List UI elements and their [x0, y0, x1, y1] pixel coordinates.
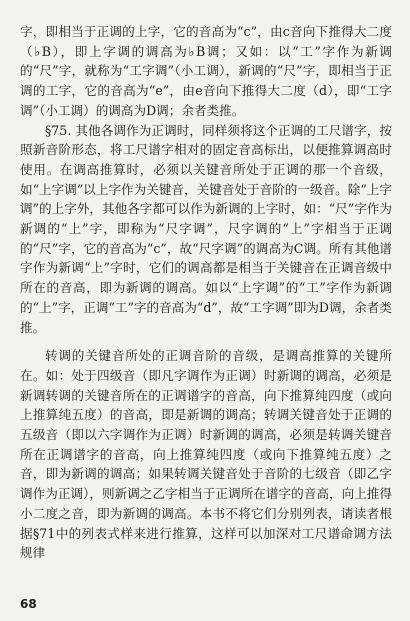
- page-number: 68: [20, 597, 37, 611]
- paragraph-continued: 字，即相当于正调的上字，它的音高为“c”，由c音向下推得大二度（♭B），即上字调的调高为♭B调；又如：以“工”字作为新调的“尺”字，就称为“工字调”（小工调），新调的“尺”字，即相当于正调的工字，它的音高为“e”，由e音向下推得大二度（d），即“工字调”（小工调）的调高为D调；余者类推。: [20, 24, 392, 118]
- paragraph-section-75: §75. 其他各调作为正调时，同样须将这个正调的工尺谱字，按照新音阶形态，将工尺谱字相对的固定音高标出，以便推算调高时使用。在调高推算时，必须以关键音所处于正调的那一个音级，如“上字调”以上字作为关键音，关键音处于音阶的一级音。除“上字调”的上字外，其他各字都可以作为新调的上字时，如：“尺”字作为新调的“上”字，即称为“尺字调”，尺字调的“上”字相当于正调的“尺”字，它的音高为“c”，故“尺字调”的调高为C调。所有其他谱字作为新调“上”字时，它们的调高都是相当于关键音在正调音级中所在的音高，即为新调的调高。如以“上字调”的“工”字作为新调的“上”字，正调“工”字的音高为“d”，故“工字调”即为D调，余者类推。: [20, 122, 392, 335]
- paragraph-modulation: 转调的关键音所处的正调音阶的音级，是调高推算的关键所在。如：处于四级音（即凡字调作为正调）时新调的调高，必须是新调转调的关键音所在的正调谱字的音高，向下推算纯四度（或向上推算纯五度）的音高，即是新调的调高；转调关键音处于正调的五级音（即以六字调作为正调）时新调的调高，必须是转调关键音所在正调谱字的音高，向上推算纯四度（或向下推算纯五度）之音，即为新调的调高；如果转调关键音处于音阶的七级音（即乙字调作为正调），则新调之乙字相当于正调所在谱字的音高，向上推得小二度之音，即为新调的调高。本书不将它们分别列表，请读者根据§71中的列表式样来进行推算，这样可以加深对工尺谱命调方法规律: [20, 348, 392, 561]
- paragraph-gap: [20, 337, 392, 346]
- page-body: [20, 22, 392, 563]
